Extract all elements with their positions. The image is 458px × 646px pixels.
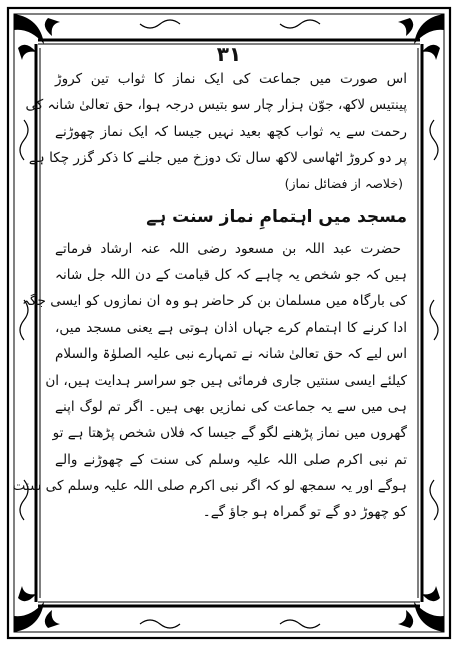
page-content bbox=[12, 66, 407, 526]
text-line: اس صورت میں جماعت کی ایک نماز کا ثواب تین کروڑ bbox=[55, 71, 407, 87]
text-line: گھروں میں نماز پڑھنے لگو گے جیسا کہ فلاں شخص پڑھتا ہے تو bbox=[52, 425, 407, 442]
text-line: رحمت سے یہ ثواب کچھ بعید نہیں جیسا کہ ایک نماز چھوڑنے bbox=[55, 123, 407, 140]
paragraph-1 bbox=[25, 66, 407, 172]
text-line: کیلئے ایسی سنتیں جاری فرمائی ہیں جو سراسر ہدایت ہیں، ان bbox=[45, 372, 407, 389]
text-line: حضرت عبد اللہ بن مسعود رضی اللہ عنہ ارشاد فرماتے bbox=[55, 240, 401, 257]
page-number: ۳۱ bbox=[216, 42, 242, 66]
text-line: اس لیے کہ حق تعالیٰ شانہ نے تمہارے نبی علیہ الصلوٰۃ والسلام bbox=[55, 346, 407, 363]
text-line: ادا کرنے کا اہتمام کرے جہاں اذان ہوتی ہے یعنی مسجد میں، bbox=[55, 319, 407, 336]
text-line: پینتیس لاکھ، جوّن ہزار چار سو بتیس درجہ ہوا، حق تعالیٰ شانہ کی bbox=[25, 97, 407, 114]
text-line: کی بارگاہ میں مسلمان بن کر حاضر ہو وہ ان نمازوں کو ایسی جگہ bbox=[22, 293, 407, 310]
text-line: ہی میں سے یہ جماعت کی نمازیں بھی ہیں۔ اگر تم لوگ اپنے bbox=[55, 398, 407, 415]
section-heading: مسجد میں اہتمامِ نماز سنت ہے bbox=[146, 206, 407, 227]
source-citation: (خلاصہ از فضائل نماز) bbox=[284, 175, 403, 191]
text-line: پر دو کروڑ اٹھاسی لاکھ سال تک دوزخ میں جلنے کا ذکر گزر چکا ہے bbox=[28, 150, 407, 167]
text-line: ہیں کہ جو شخص یہ چاہے کہ کل قیامت کے دن اللہ جل شانہ bbox=[55, 266, 407, 283]
text-line: کو چھوڑ دو گے تو گمراہ ہو جاؤ گے۔ bbox=[202, 504, 407, 521]
paragraph-2 bbox=[12, 236, 407, 526]
text-line: ہوگے اور یہ سمجھ لو کہ اگر نبی اکرم صلی اللہ علیہ وسلم کی سنت bbox=[12, 478, 407, 495]
text-line: تم نبی اکرم صلی اللہ علیہ وسلم کی سنت کے چھوڑنے والے bbox=[55, 451, 407, 468]
